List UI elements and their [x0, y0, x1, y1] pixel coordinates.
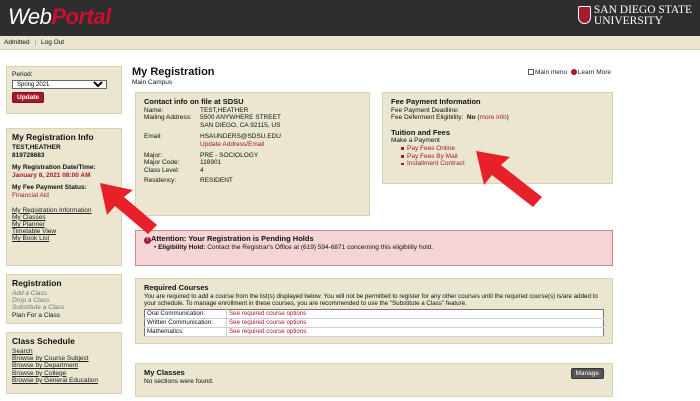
major-code-label: Major Code:: [144, 159, 180, 167]
see-options-link[interactable]: See required course options: [229, 309, 307, 317]
no-sections-text: No sections were found.: [144, 377, 214, 385]
fee-status-value: Financial Aid: [12, 191, 49, 199]
page-title: My Registration: [132, 66, 215, 78]
substitute-class-item: Substitute a Class: [12, 304, 65, 312]
class-level-value: 4: [200, 166, 204, 174]
plan-class-item[interactable]: Plan For a Class: [12, 311, 61, 319]
required-area: Oral Communication:: [145, 309, 227, 318]
required-courses-table: [144, 309, 604, 337]
fee-status-label: My Fee Payment Status:: [12, 184, 87, 192]
period-box: [6, 66, 122, 114]
nav-separator: |: [34, 39, 37, 46]
residency-label: Residency:: [144, 177, 177, 185]
major-label: Major:: [144, 151, 163, 159]
hold-text: Contact the Registrar's Office at (619) 594-6871 concerning this eligibility hold.: [207, 244, 434, 251]
learn-more-link[interactable]: Learn More: [577, 69, 612, 76]
major-code-value: 116901: [200, 159, 222, 167]
required-area: Written Communication:: [145, 318, 227, 327]
installment-contract-link[interactable]: Installment Contract: [407, 160, 465, 168]
my-classes-panel: [135, 363, 613, 397]
top-nav: [0, 36, 700, 50]
residency-value: RESIDENT: [200, 177, 233, 185]
more-info-link[interactable]: more info: [479, 114, 507, 122]
update-address-link[interactable]: Update Address/Email: [200, 140, 265, 148]
tuition-title: Tuition and Fees: [391, 127, 451, 137]
contact-title: Contact info on file at SDSU: [144, 97, 244, 106]
mailing-line2: SAN DIEGO, CA 92115, US: [200, 121, 281, 129]
add-class-item: Add a Class: [12, 290, 48, 297]
pay-fees-online-link[interactable]: Pay Fees Online: [407, 144, 456, 152]
update-button[interactable]: Update: [12, 92, 44, 103]
deferment-label: Fee Deferment Eligibility:: [391, 114, 464, 122]
hold-label: Eligibility Hold:: [158, 244, 206, 251]
fee-title: Fee Payment Information: [391, 97, 481, 106]
class-schedule-title: Class Schedule: [12, 336, 75, 346]
student-id: 819728683: [12, 151, 45, 159]
see-options-link[interactable]: See required course options: [229, 318, 307, 326]
link-browse-department[interactable]: Browse by Department: [12, 362, 79, 370]
table-row: [145, 318, 604, 327]
registration-menu-title: Registration: [12, 278, 62, 288]
university-seal-icon: [578, 6, 591, 24]
contact-panel: [135, 92, 370, 216]
mailing-label: Mailing Address:: [144, 114, 192, 122]
red-arrow-left: [95, 178, 165, 238]
student-name: TEST,HEATHER: [12, 144, 61, 151]
red-arrow-right: [470, 145, 550, 211]
email-label: Email:: [144, 133, 163, 141]
admitted-link[interactable]: Admitted: [4, 39, 30, 46]
sdsu-logo: SAN DIEGO STATE UNIVERSITY: [594, 5, 692, 27]
required-title: Required Courses: [144, 283, 209, 292]
link-my-book-list[interactable]: My Book List: [12, 235, 50, 243]
class-schedule-box: [6, 332, 122, 394]
info-icon: [571, 69, 577, 75]
deferment-value: No: [466, 114, 476, 122]
email-value: HSAUNDERS@SDSU.EDU: [200, 133, 281, 141]
main-menu-link[interactable]: Main menu: [535, 69, 568, 76]
webportal-logo[interactable]: WebPortal: [8, 4, 111, 29]
site-header: [0, 0, 700, 36]
period-label: Period:: [12, 71, 33, 78]
link-my-classes[interactable]: My Classes: [12, 213, 46, 221]
link-timetable-view[interactable]: Timetable View: [12, 228, 57, 236]
drop-class-item: Drop a Class: [12, 297, 50, 305]
table-row: [145, 309, 604, 318]
reg-datetime-value: January 8, 2021 08:00 AM: [12, 171, 91, 179]
registration-info-title: My Registration Info: [12, 132, 94, 142]
link-search[interactable]: Search: [12, 348, 33, 355]
registration-menu-box: [6, 274, 122, 324]
fee-deadline-label: Fee Payment Deadline:: [391, 106, 459, 114]
required-desc: You are required to add a course from the list(s) displayed below. You will not be permitted to register for any other courses until the required course(s) is/are added to your schedule. To manage enrollment in these courses, you are recommended to use the "Substitute a Class" feature.: [144, 292, 598, 307]
menu-icon: [528, 69, 534, 75]
link-my-registration-information[interactable]: My Registration Information: [12, 206, 92, 214]
mailing-line1: 5500 ANYWHERE STREET: [200, 114, 281, 122]
logout-link[interactable]: Log Out: [40, 39, 65, 46]
link-browse-ge[interactable]: Browse by General Education: [12, 376, 98, 384]
period-select[interactable]: [12, 80, 107, 89]
required-courses-panel: [135, 278, 613, 344]
link-browse-college[interactable]: Browse by College: [12, 369, 67, 377]
major-value: PRE - SOCIOLOGY: [200, 151, 259, 159]
my-classes-title: My Classes: [144, 368, 185, 377]
fee-panel: Fee Payment Information Fee Payment Deadline: Fee Deferment Eligibility: No (more info) Tuition and Fees Make a Payment Pay Fees Online Pay Fees By Mail Installment Contract: [382, 92, 613, 184]
required-area: Mathematics:: [145, 327, 227, 336]
table-row: [145, 327, 604, 336]
see-options-link[interactable]: See required course options: [229, 327, 307, 335]
holds-alert: ! Attention: Your Registration is Pending Holds • Eligibility Hold: Contact the Registrar's Office at (619) 594-6871 concerning this eligibility hold.: [135, 230, 613, 266]
name-label: Name:: [144, 106, 164, 114]
make-payment-label: Make a Payment: [391, 137, 440, 145]
top-links: [528, 69, 611, 76]
pay-fees-mail-link[interactable]: Pay Fees By Mail: [407, 152, 458, 160]
alert-icon: !: [144, 237, 151, 244]
name-value: TEST,HEATHER: [200, 106, 249, 114]
manage-button[interactable]: Manage: [571, 368, 605, 379]
reg-datetime-label: My Registration Date/Time:: [12, 164, 96, 172]
holds-title: Attention: Your Registration is Pending Holds: [151, 234, 314, 243]
class-level-label: Class Level:: [144, 166, 180, 174]
page-subtitle: Main Campus: [132, 79, 173, 86]
link-my-planner[interactable]: My Planner: [12, 220, 45, 228]
link-browse-subject[interactable]: Browse by Course Subject: [12, 355, 89, 363]
